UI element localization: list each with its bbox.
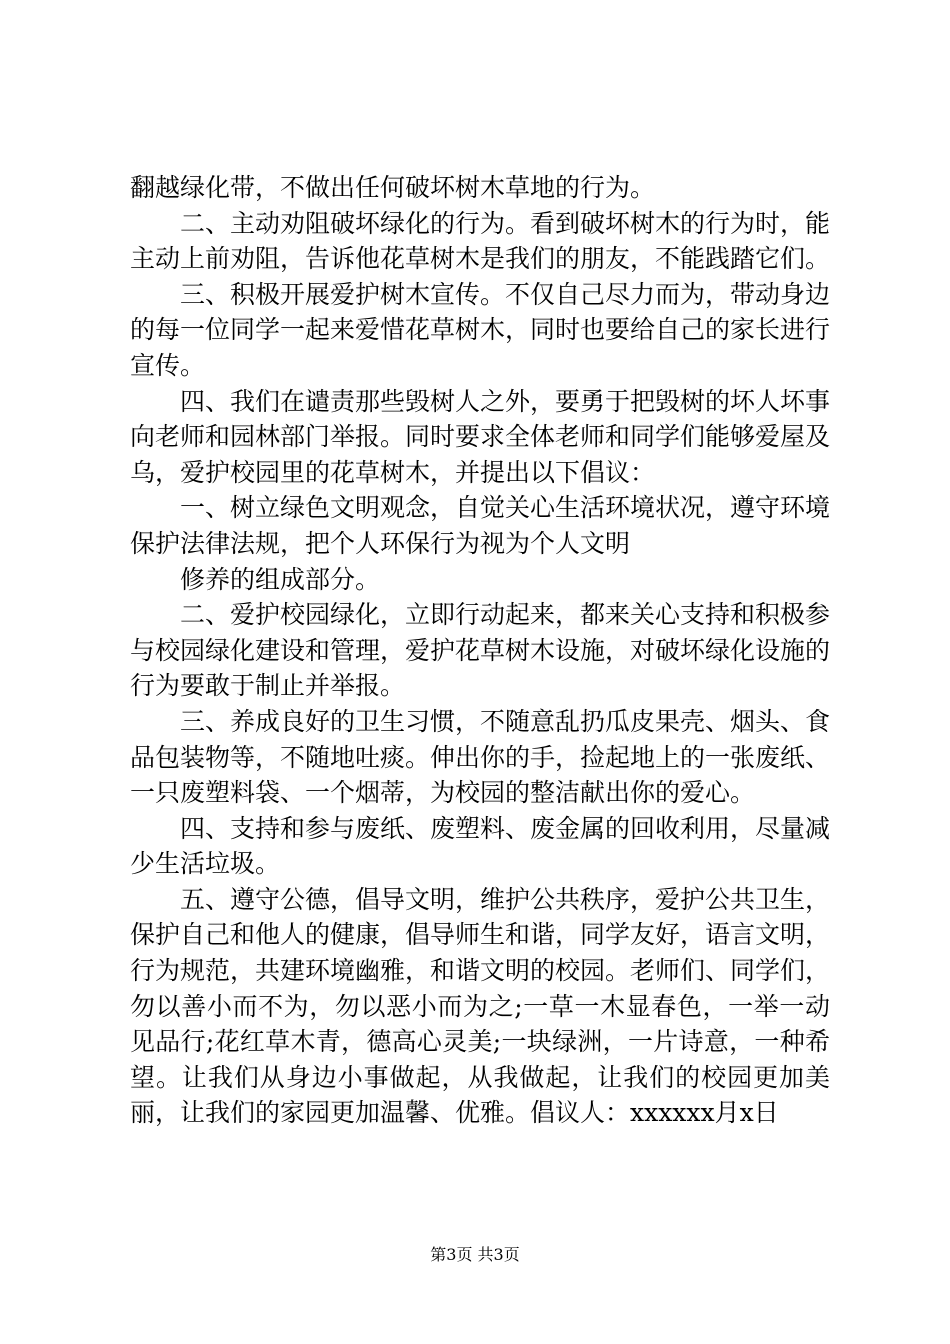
proposal-item-4: 四、支持和参与废纸、废塑料、废金属的回收利用，尽量减少生活垃圾。 bbox=[130, 813, 831, 879]
page-number-footer: 第3页 共3页 bbox=[430, 1245, 520, 1264]
proposal-item-5: 五、遵守公德，倡导文明，维护公共秩序，爱护公共卫生，保护自己和他人的健康，倡导师生和谐，同学友好，语言文明，行为规范，共建环境幽雅，和谐文明的校园。老师们、同学们，勿以善小而不为，勿以恶小而为之;一草一木显春色，一举一动见品行;花红草木青，德高心灵美;一块绿洲，一片诗意，一种希望。让我们从身边小事做起，从我做起，让我们的校园更加美丽，让我们的家园更加温馨、优雅。倡议人：xxxxxx月x日 bbox=[130, 884, 831, 1128]
proposal-item-2: 二、爱护校园绿化，立即行动起来，都来关心支持和积极参与校园绿化建设和管理，爱护花草树木设施，对破坏绿化设施的行为要敢于制止并举报。 bbox=[130, 600, 831, 701]
paragraph-item-3: 三、积极开展爱护树木宣传。不仅自己尽力而为，带动身边的每一位同学一起来爱惜花草树木，同时也要给自己的家长进行宣传。 bbox=[130, 279, 831, 380]
proposal-item-1: 一、树立绿色文明观念，自觉关心生活环境状况，遵守环境保护法律法规，把个人环保行为视为个人文明 bbox=[130, 493, 831, 558]
paragraph-item-4: 四、我们在谴责那些毁树人之外，要勇于把毁树的坏人坏事向老师和园林部门举报。同时要求全体老师和同学们能够爱屋及乌，爱护校园里的花草树木，并提出以下倡议： bbox=[130, 386, 831, 487]
document-body bbox=[130, 170, 830, 1131]
proposal-item-3: 三、养成良好的卫生习惯，不随意乱扔瓜皮果壳、烟头、食品包装物等，不随地吐痰。伸出你的手，捡起地上的一张废纸、一只废塑料袋、一个烟蒂，为校园的整洁献出你的爱心。 bbox=[130, 706, 831, 808]
paragraph-item-2: 二、主动劝阻破坏绿化的行为。看到破坏树木的行为时，能主动上前劝阻，告诉他花草树木是我们的朋友，不能践踏它们。 bbox=[130, 208, 831, 274]
proposal-item-1-continuation: 修养的组成部分。 bbox=[180, 564, 381, 594]
paragraph-continuation: 翻越绿化带，不做出任何破坏树木草地的行为。 bbox=[130, 173, 656, 202]
